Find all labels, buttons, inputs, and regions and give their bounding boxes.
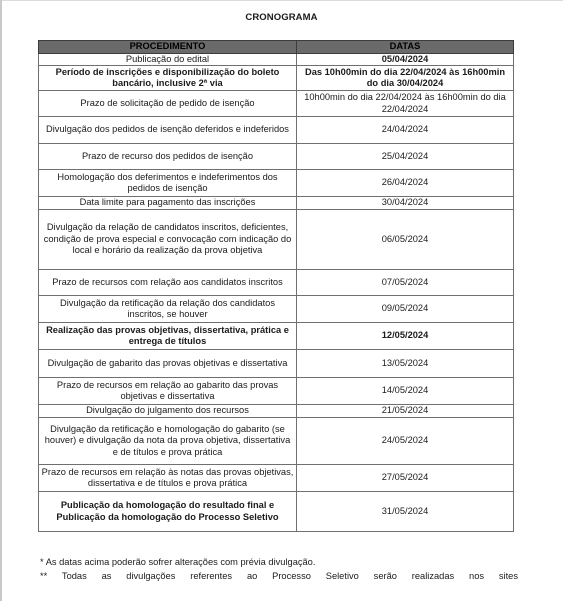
procedimento-cell: Prazo de solicitação de pedido de isenção: [39, 91, 297, 117]
table-row: [39, 323, 514, 350]
table-row: [39, 418, 514, 465]
data-cell: 13/05/2024: [297, 350, 514, 378]
procedimento-cell: Prazo de recursos em relação ao gabarito das provas objetivas e dissertativa: [39, 378, 297, 405]
table-row: [39, 270, 514, 296]
data-cell: 31/05/2024: [297, 492, 514, 532]
table-row: [39, 170, 514, 197]
page-left-border: [0, 0, 2, 601]
procedimento-cell: Divulgação do julgamento dos recursos: [39, 405, 297, 418]
table-row: [39, 66, 514, 91]
table-row: [39, 117, 514, 144]
page-top-border: [0, 0, 563, 1]
header-procedimento: PROCEDIMENTO: [39, 41, 297, 54]
data-cell: 12/05/2024: [297, 323, 514, 350]
table-row: [39, 197, 514, 210]
procedimento-cell: Publicação da homologação do resultado final e Publicação da homologação do Processo Seletivo: [39, 492, 297, 532]
procedimento-cell: Publicação do edital: [39, 53, 297, 66]
data-cell: 30/04/2024: [297, 197, 514, 210]
procedimento-cell: Data limite para pagamento das inscrições: [39, 197, 297, 210]
table-row: [39, 405, 514, 418]
procedimento-cell: Divulgação dos pedidos de isenção deferidos e indeferidos: [39, 117, 297, 144]
procedimento-cell: Prazo de recursos com relação aos candidatos inscritos: [39, 270, 297, 296]
table-row: [39, 210, 514, 270]
data-cell: 05/04/2024: [297, 53, 514, 66]
procedimento-cell: Divulgação da retificação da relação dos candidatos inscritos, se houver: [39, 296, 297, 323]
procedimento-cell: Divulgação da retificação e homologação do gabarito (se houver) e divulgação da nota da prova objetiva, dissertativa e de títulos e prova prática: [39, 418, 297, 465]
page-title: CRONOGRAMA: [245, 12, 318, 23]
table-row: [39, 350, 514, 378]
data-cell: 14/05/2024: [297, 378, 514, 405]
procedimento-cell: Prazo de recurso dos pedidos de isenção: [39, 144, 297, 170]
data-cell: 06/05/2024: [297, 210, 514, 270]
data-cell: 26/04/2024: [297, 170, 514, 197]
footnote-divulgations: ** Todas as divulgações referentes ao Processo Seletivo serão realizadas nos sites: [40, 571, 518, 581]
footnote-dates-change: * As datas acima poderão sofrer alterações com prévia divulgação.: [40, 557, 316, 567]
procedimento-cell: Homologação dos deferimentos e indeferimentos dos pedidos de isenção: [39, 170, 297, 197]
data-cell: 10h00min do dia 22/04/2024 às 16h00min do dia 22/04/2024: [297, 91, 514, 117]
data-cell: 21/05/2024: [297, 405, 514, 418]
procedimento-cell: Realização das provas objetivas, dissertativa, prática e entrega de títulos: [39, 323, 297, 350]
table-header-row: [39, 41, 514, 54]
header-datas: DATAS: [297, 41, 514, 54]
data-cell: Das 10h00min do dia 22/04/2024 às 16h00min do dia 30/04/2024: [297, 66, 514, 91]
procedimento-cell: Divulgação da relação de candidatos inscritos, deficientes, condição de prova especial e convocação com indicação do local e horário da realização da prova objetiva: [39, 210, 297, 270]
data-cell: 24/04/2024: [297, 117, 514, 144]
table-row: [39, 144, 514, 170]
data-cell: 24/05/2024: [297, 418, 514, 465]
procedimento-cell: Prazo de recursos em relação às notas das provas objetivas, dissertativa e de títulos e prova prática: [39, 465, 297, 492]
table-row: [39, 465, 514, 492]
data-cell: 09/05/2024: [297, 296, 514, 323]
schedule-table: [38, 40, 514, 532]
procedimento-cell: Divulgação de gabarito das provas objetivas e dissertativa: [39, 350, 297, 378]
data-cell: 07/05/2024: [297, 270, 514, 296]
table-row: [39, 378, 514, 405]
data-cell: 27/05/2024: [297, 465, 514, 492]
table-row: [39, 296, 514, 323]
table-row: [39, 492, 514, 532]
table-row: [39, 91, 514, 117]
procedimento-cell: Período de inscrições e disponibilização do boleto bancário, inclusive 2ª via: [39, 66, 297, 91]
table-row: [39, 53, 514, 66]
data-cell: 25/04/2024: [297, 144, 514, 170]
